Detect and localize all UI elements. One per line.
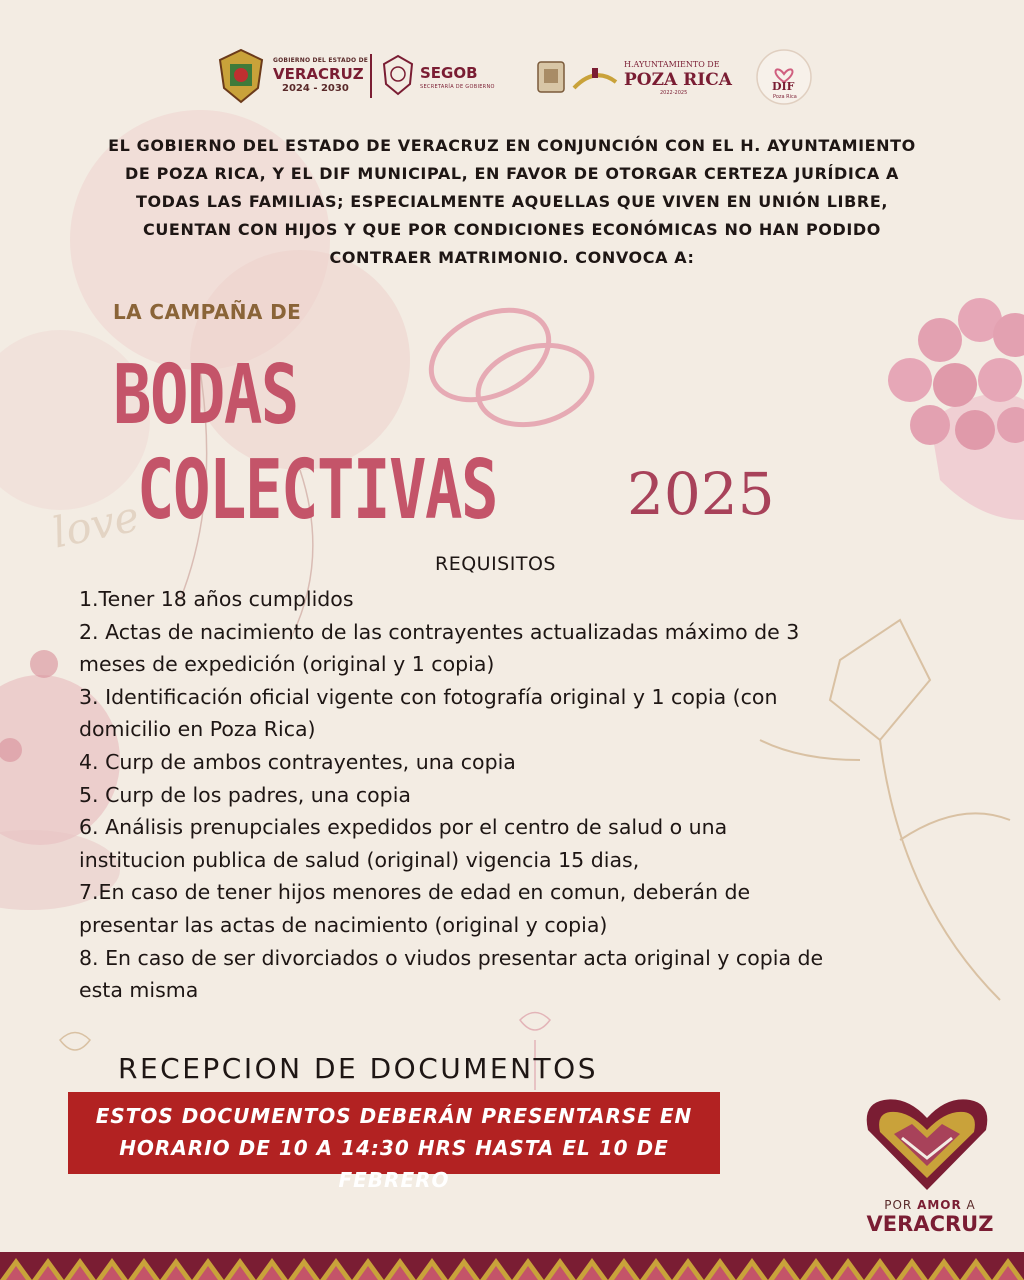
banner-line: HORARIO DE 10 A 14:30 HRS HASTA EL 10 DE FEBRERO: [119, 1136, 669, 1192]
reception-title: RECEPCION DE DOCUMENTOS: [118, 1052, 598, 1085]
segob-seal-icon: [382, 54, 414, 96]
ayto-years-text: 2022-2025: [660, 90, 688, 96]
requirement-line: esta misma: [79, 978, 199, 1003]
campaign-year: 2025: [627, 460, 775, 528]
segob-sub-text: SECRETARÍA DE GOBIERNO: [420, 84, 495, 90]
requirement-line: 4. Curp de ambos contrayentes, una copia: [79, 749, 516, 774]
requirement-line: institucion publica de salud (original) vigencia 15 dias,: [79, 847, 640, 872]
requirements-list: [79, 583, 949, 1007]
campaign-pretitle: LA CAMPAÑA DE: [113, 300, 302, 324]
requirement-line: 2. Actas de nacimiento de las contrayentes actualizadas máximo de 3: [79, 619, 800, 644]
poza-rica-logo-icon: [570, 62, 620, 94]
ayto-small-text: H.AYUNTAMIENTO DE: [624, 60, 720, 69]
por-amor-bold: AMOR: [917, 1198, 962, 1212]
intro-line: DE POZA RICA, Y EL DIF MUNICIPAL, EN FAVOR DE OTORGAR CERTEZA JURÍDICA A: [125, 164, 899, 183]
reception-banner: [68, 1092, 720, 1192]
requirement-line: 1.Tener 18 años cumplidos: [79, 587, 354, 611]
requirement-line: 5. Curp de los padres, una copia: [79, 782, 411, 807]
requirement-line: presentar las actas de nacimiento (original y copia): [79, 912, 608, 937]
dif-sub-text: Poza Rica: [773, 94, 797, 100]
gov-years-text: 2024 - 2030: [282, 83, 349, 94]
intro-line: CUENTAN CON HIJOS Y QUE POR CONDICIONES ECONÓMICAS NO HAN PODIDO: [142, 220, 882, 239]
por-amor-veracruz: VERACRUZ: [866, 1212, 994, 1236]
dif-text: DIF: [772, 80, 795, 93]
requirements-title: REQUISITOS: [435, 553, 556, 575]
por-amor-text: [860, 1198, 1000, 1212]
logo-divider: [370, 54, 372, 98]
requirement-line: 7.En caso de tener hijos menores de edad en comun, deberán de: [79, 880, 751, 905]
requirement-line: domicilio en Poza Rica): [79, 717, 316, 742]
bottom-pattern-strip: [0, 1252, 1024, 1280]
gov-veracruz-text: VERACRUZ: [273, 65, 364, 83]
intro-line: EL GOBIERNO DEL ESTADO DE VERACRUZ EN CONJUNCIÓN CON EL H. AYUNTAMIENTO: [108, 136, 916, 155]
por-amor-pre: POR: [884, 1198, 918, 1212]
requirement-line: 6. Análisis prenupciales expedidos por el centro de salud o una: [79, 815, 728, 840]
por-amor-post: A: [961, 1198, 976, 1212]
veracruz-shield-icon: [218, 48, 264, 104]
requirement-line: 8. En caso de ser divorciados o viudos presentar acta original y copia de: [79, 945, 824, 970]
campaign-title-colectivas: COLECTIVAS: [137, 443, 498, 538]
gov-small-text: GOBIERNO DEL ESTADO DE: [273, 57, 369, 64]
campaign-title-bodas: BODAS: [113, 348, 298, 443]
requirement-line: meses de expedición (original y 1 copia): [79, 652, 495, 677]
poza-rica-shield-icon: [536, 60, 566, 96]
requirement-line: 3. Identificación oficial vigente con fotografía original y 1 copia (con: [79, 684, 778, 709]
banner-line: ESTOS DOCUMENTOS DEBERÁN PRESENTARSE EN: [95, 1104, 693, 1128]
wedding-rings-icon: [417, 293, 601, 437]
love-script: love: [47, 491, 144, 558]
reception-banner-text: [68, 1100, 720, 1196]
ayto-poza-rica-text: POZA RICA: [624, 70, 732, 90]
intro-line: CONTRAER MATRIMONIO. CONVOCA A:: [329, 248, 695, 267]
intro-line: TODAS LAS FAMILIAS; ESPECIALMENTE AQUELLAS QUE VIVEN EN UNIÓN LIBRE,: [135, 192, 889, 211]
por-amor-heart-icon: [862, 1094, 992, 1194]
intro-paragraph: [80, 132, 944, 272]
segob-text: SEGOB: [420, 64, 478, 82]
